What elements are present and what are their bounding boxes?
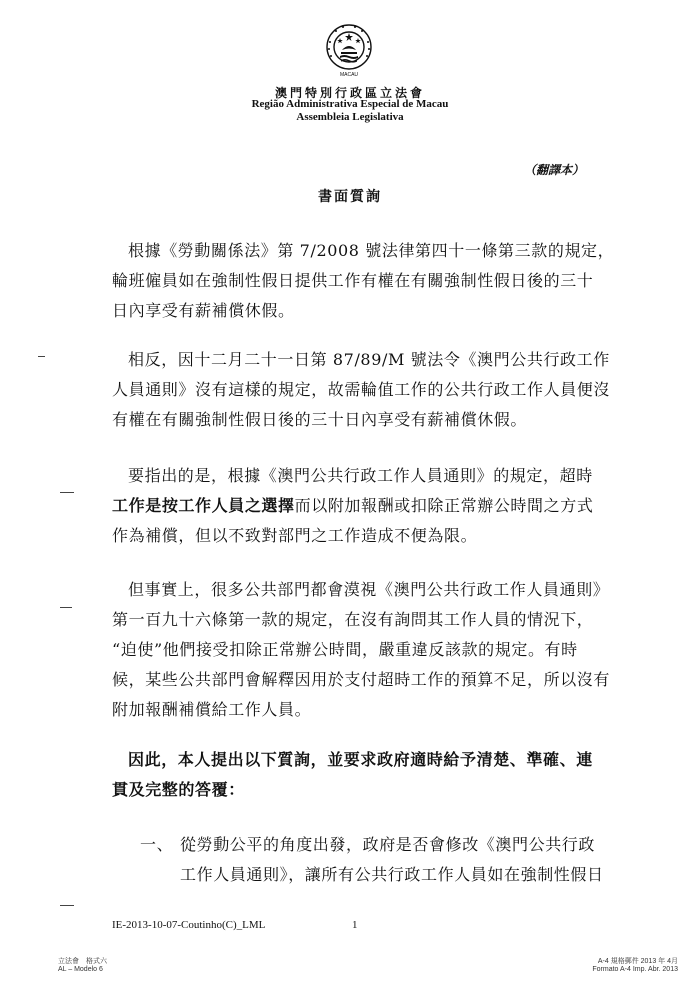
paragraph-line: 作為補償，但以不致對部門之工作造成不便為限。 xyxy=(112,526,478,545)
question-line: 工作人員通則》，讓所有公共行政工作人員如在強制性假日 xyxy=(180,865,604,884)
emphasis-text: 按工作人員之選擇 xyxy=(161,496,295,515)
institution-name-pt-assembly: Assembleia Legislativa xyxy=(296,111,404,123)
page-number: 1 xyxy=(352,919,358,931)
translation-tag: （翻譯本） xyxy=(524,163,585,177)
paragraph-line xyxy=(112,491,592,521)
paragraph-line: 候，某些公共部門會解釋因用於支付超時工作的預算不足，所以沒有 xyxy=(112,670,611,689)
document-title: 書面質詢 xyxy=(318,189,382,205)
margin-mark xyxy=(60,607,72,608)
paragraph-line: 貫及完整的答覆： xyxy=(112,780,245,799)
form-label-zh: 立法會 格式六 xyxy=(58,958,107,965)
paragraph-line: 第一百九十六條第一款的規定，在沒有詢問其工作人員的情況下， xyxy=(112,610,594,629)
paragraph-5 xyxy=(112,745,592,805)
macau-emblem-icon xyxy=(324,22,374,80)
margin-mark xyxy=(60,905,74,906)
paragraph-line: 但事實上，很多公共部門都會漠視《澳門公共行政工作人員通則》 xyxy=(128,580,610,599)
paragraph-4 xyxy=(112,575,611,725)
paragraph-line: 根據《勞動關係法》第 7/2008 號法律第四十一條第三款的規定， xyxy=(128,241,615,260)
paragraph-line: 附加報酬補償給工作人員。 xyxy=(112,700,312,719)
document-code: IE-2013-10-07-Coutinho(C)_LML xyxy=(112,919,266,931)
margin-mark xyxy=(60,492,74,493)
emblem-text: MACAU xyxy=(339,72,359,78)
paragraph-line: 有權在有關強制性假日後的三十日內享受有薪補償休假。 xyxy=(112,410,528,429)
question-marker: 一、 xyxy=(140,835,174,854)
institution-name-pt-region: Região Administrativa Especial de Macau xyxy=(251,98,449,110)
question-line: 從勞動公平的角度出發，政府是否會修改《澳門公共行政 xyxy=(180,835,596,854)
paragraph-line: 要指出的是，根據《澳門公共行政工作人員通則》的規定，超時 xyxy=(128,466,593,485)
paragraph-line: 因此，本人提出以下質詢，並要求政府適時給予清楚、準確、連 xyxy=(128,750,593,769)
paragraph-line: 日內享受有薪補償休假。 xyxy=(112,301,295,320)
paragraph-2 xyxy=(112,345,611,435)
paragraph-1 xyxy=(112,236,615,326)
paragraph-line: “迫使”他們接受扣除正常辦公時間，嚴重違反該款的規定。有時 xyxy=(112,640,578,659)
format-label-zh: A-4 規格郵件 2013 年 4月 xyxy=(597,958,678,965)
institution-name-zh: 澳門特別行政區立法會 xyxy=(274,86,425,100)
emphasis-text: 工作是 xyxy=(112,496,162,515)
paragraph-line: 人員通則》沒有這樣的規定，故需輪值工作的公共行政工作人員便沒 xyxy=(112,380,611,399)
paragraph-3 xyxy=(112,461,592,551)
form-label-pt: AL – Modelo 6 xyxy=(58,966,103,973)
margin-mark xyxy=(38,356,45,357)
paragraph-line: 輪班僱員如在強制性假日提供工作有權在有關強制性假日後的三十 xyxy=(112,271,594,290)
paragraph-line: 相反，因十二月二十一日第 87/89/M 號法令《澳門公共行政工作 xyxy=(128,350,610,369)
paragraph-text: 而以附加報酬或扣除正常辦公時間之方式 xyxy=(294,496,594,515)
format-label-pt: Formato A-4 Imp. Abr. 2013 xyxy=(592,966,678,973)
question-1 xyxy=(140,830,604,890)
